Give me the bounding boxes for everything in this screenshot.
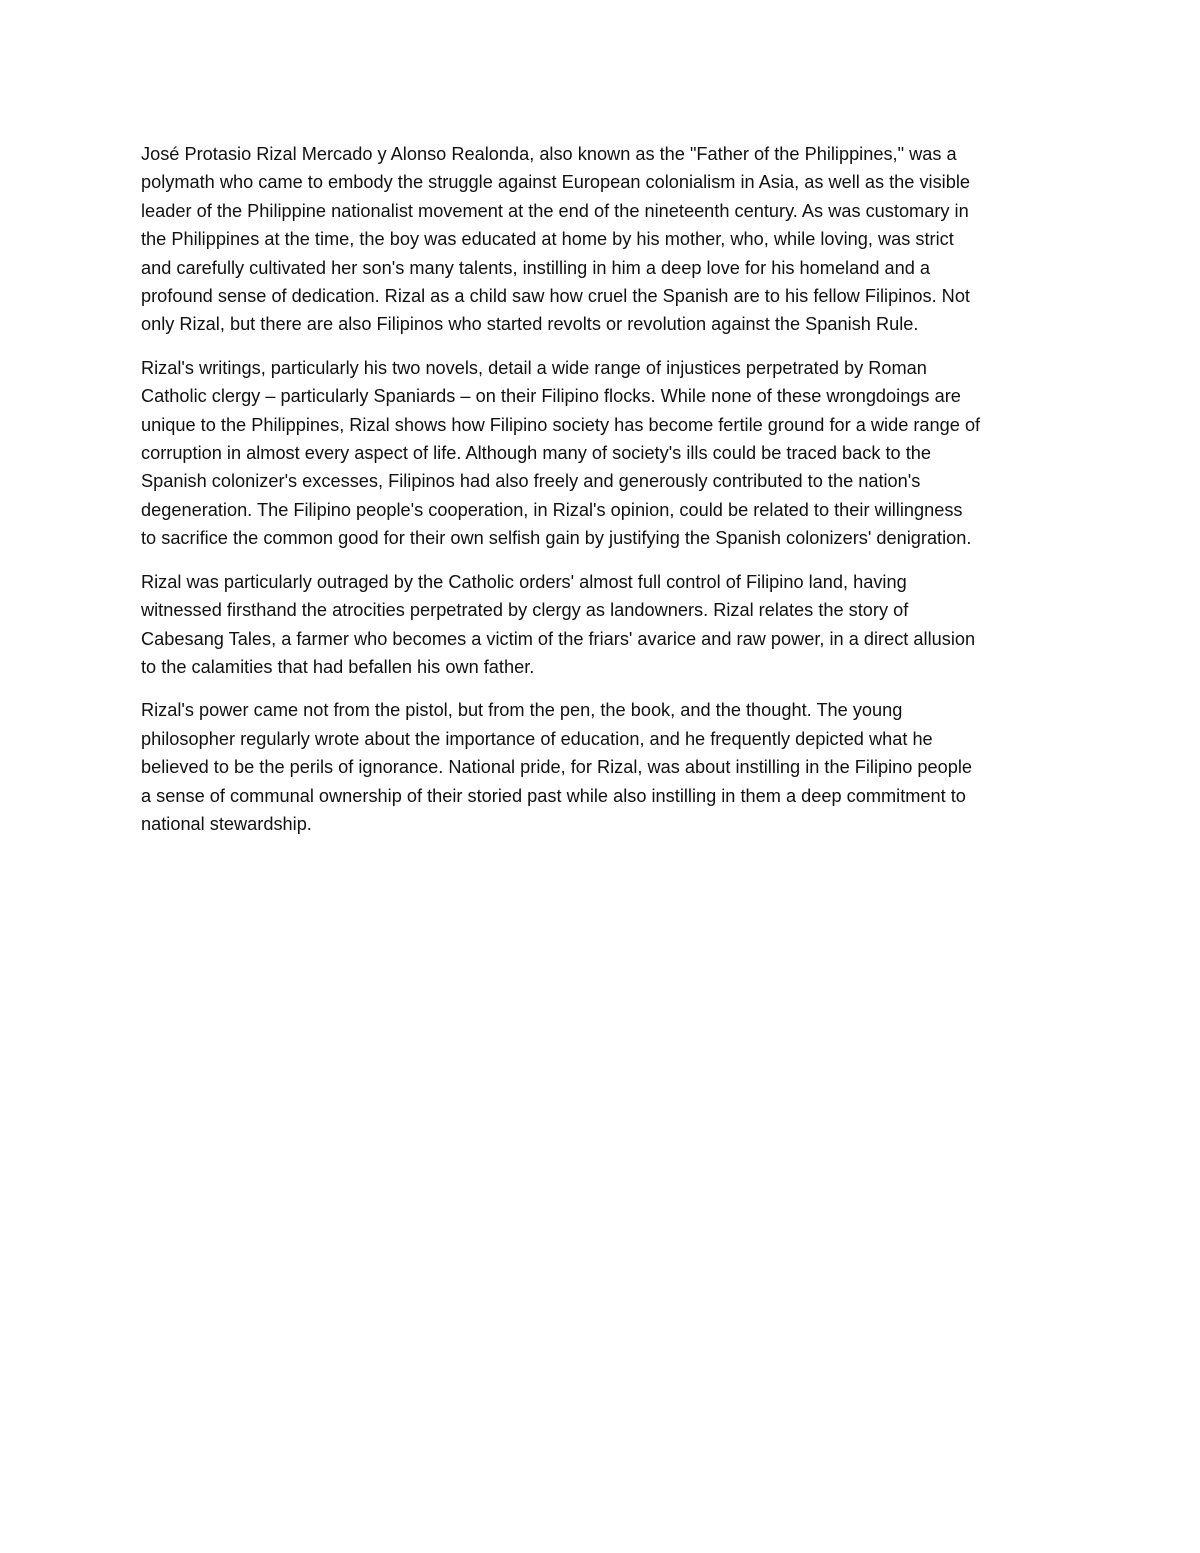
text-line: witnessed firsthand the atrocities perpetrated by clergy as landowners. Rizal relates the story of — [141, 600, 909, 621]
text-line: and carefully cultivated her son's many talents, instilling in him a deep love for his homeland and a — [141, 257, 931, 278]
text-line: José Protasio Rizal Mercado y Alonso Realonda, also known as the "Father of the Philippines," was a — [141, 144, 957, 164]
text-line: the Philippines at the time, the boy was educated at home by his mother, who, while loving, was strict — [141, 229, 954, 250]
paragraph-3 — [141, 568, 1056, 682]
text-line: corruption in almost every aspect of life. Although many of society's ills could be traced back to the — [141, 443, 931, 464]
text-line: Catholic clergy – particularly Spaniards – on their Filipino flocks. While none of these wrongdoings are — [141, 386, 961, 407]
text-line: profound sense of dedication. Rizal as a child saw how cruel the Spanish are to his fellow Filipinos. Not — [141, 286, 970, 307]
text-line: believed to be the perils of ignorance. National pride, for Rizal, was about instilling in the Filipino people — [141, 757, 973, 778]
paragraph-1 — [141, 140, 1056, 339]
text-line: Rizal's writings, particularly his two novels, detail a wide range of injustices perpetrated by Roman — [141, 357, 927, 378]
text-line: only Rizal, but there are also Filipinos who started revolts or revolution against the Spanish Rule. — [141, 314, 919, 335]
text-line: a sense of communal ownership of their storied past while also instilling in them a deep commitment to — [141, 785, 966, 806]
text-line: Rizal was particularly outraged by the Catholic orders' almost full control of Filipino land, having — [141, 571, 907, 592]
text-line: leader of the Philippine nationalist movement at the end of the nineteenth century. As was customary in — [141, 200, 969, 221]
text-line: Cabesang Tales, a farmer who becomes a victim of the friars' avarice and raw power, in a direct allusion — [141, 628, 976, 649]
text-line: degeneration. The Filipino people's cooperation, in Rizal's opinion, could be related to their willingness — [141, 499, 963, 520]
text-line: unique to the Philippines, Rizal shows how Filipino society has become fertile ground for a wide range of — [141, 414, 981, 435]
document-body — [141, 140, 1056, 853]
text-line: Rizal's power came not from the pistol, but from the pen, the book, and the thought. The young — [141, 700, 903, 721]
text-line: to sacrifice the common good for their own selfish gain by justifying the Spanish colonizers' denigration. — [141, 528, 972, 549]
text-line: philosopher regularly wrote about the importance of education, and he frequently depicted what he — [141, 728, 933, 749]
text-line: national stewardship. — [141, 813, 312, 834]
text-line: to the calamities that had befallen his own father. — [141, 656, 535, 677]
text-line: polymath who came to embody the struggle against European colonialism in Asia, as well as the visible — [141, 172, 970, 193]
paragraph-2 — [141, 354, 1056, 553]
text-line: Spanish colonizer's excesses, Filipinos had also freely and generously contributed to the nation's — [141, 471, 921, 492]
paragraph-4 — [141, 696, 1056, 838]
